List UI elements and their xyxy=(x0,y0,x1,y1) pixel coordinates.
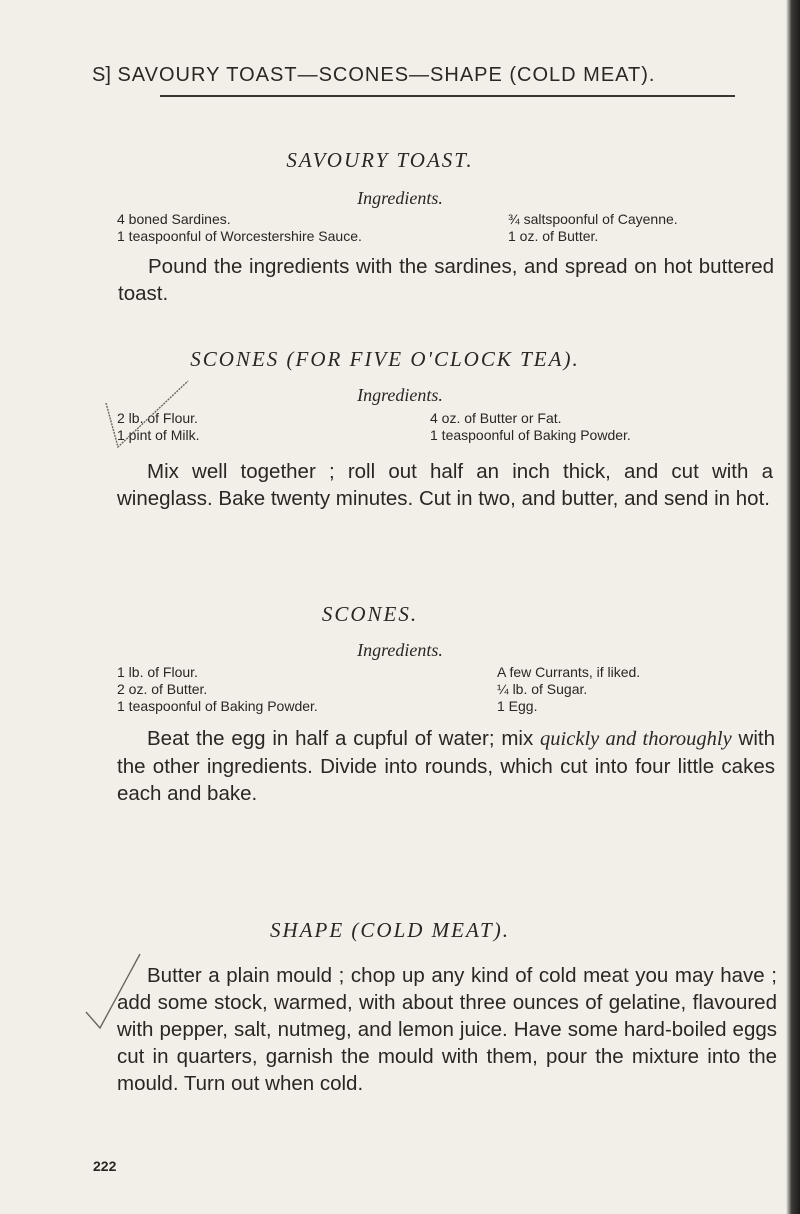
page-number: 222 xyxy=(93,1158,117,1174)
ingredients-label: Ingredients. xyxy=(357,640,443,660)
ingredient-item: 2 lb. of Flour. xyxy=(117,410,198,426)
header-title: SAVOURY TOAST—SCONES—SHAPE (COLD MEAT). xyxy=(117,64,656,86)
running-header xyxy=(92,64,782,87)
ingredient-list-left xyxy=(117,211,362,245)
recipe-title-savoury-toast: SAVOURY TOAST. xyxy=(286,148,474,172)
recipe-method: Pound the ingredients with the sardines, and spread on hot buttered toast. xyxy=(118,255,774,305)
ingredient-item: 1 teaspoonful of Worcestershire Sauce. xyxy=(117,228,362,244)
method-text: with the other ingredients. Divide into rounds, which cut into four little cakes each and bake. xyxy=(117,727,775,805)
recipe-method: Butter a plain mould ; chop up any kind of cold meat you may have ; add some stock, warmed, with about three ounces of gelatine, flavoured with pepper, salt, nutmeg, and lemon juice. Have some hard-boiled eggs cut in quarters, garnish the mould with them, pour the mixture into the mould. Turn out when cold. xyxy=(117,964,777,1095)
ingredient-list-left xyxy=(117,664,318,715)
ingredient-item: 1 lb. of Flour. xyxy=(117,664,198,680)
recipe-title-scones: SCONES. xyxy=(321,602,419,626)
ingredient-list-right xyxy=(497,664,640,715)
recipe-method: Mix well together ; roll out half an inch thick, and cut with a wineglass. Bake twenty minutes. Cut in two, and butter, and send in hot. xyxy=(117,460,773,510)
ingredient-item: ¼ lb. of Sugar. xyxy=(497,681,588,697)
ingredient-item: 1 teaspoonful of Baking Powder. xyxy=(117,698,318,714)
ingredient-item: 1 teaspoonful of Baking Powder. xyxy=(430,427,631,443)
recipe-method xyxy=(117,725,775,807)
ingredient-item: 2 oz. of Butter. xyxy=(117,681,208,697)
recipe-title-shape: SHAPE (COLD MEAT). xyxy=(270,918,510,942)
ingredient-list-right xyxy=(430,410,631,444)
ingredient-list-right xyxy=(508,211,678,245)
ingredient-item: 1 Egg. xyxy=(497,698,538,714)
ingredient-item: 4 oz. of Butter or Fat. xyxy=(430,410,562,426)
ingredients-label: Ingredients. xyxy=(357,385,443,405)
ingredient-item: 4 boned Sardines. xyxy=(117,211,231,227)
section-marker: S] xyxy=(92,64,111,86)
recipe-title-scones-tea: SCONES (FOR FIVE O'CLOCK TEA). xyxy=(190,347,580,371)
ingredient-item: 1 pint of Milk. xyxy=(117,427,200,443)
ingredient-item: 1 oz. of Butter. xyxy=(508,228,599,244)
pencil-tick-mark xyxy=(100,375,220,455)
header-rule xyxy=(160,95,735,97)
ingredients-label: Ingredients. xyxy=(357,188,443,208)
method-text: Beat the egg in half a cupful of water; mix xyxy=(147,727,541,750)
method-emphasis: quickly and thoroughly xyxy=(540,728,732,750)
page-edge-shadow xyxy=(786,0,800,1214)
ingredient-item: A few Currants, if liked. xyxy=(497,664,641,680)
ingredient-item: ¾ saltspoonful of Cayenne. xyxy=(508,211,678,227)
